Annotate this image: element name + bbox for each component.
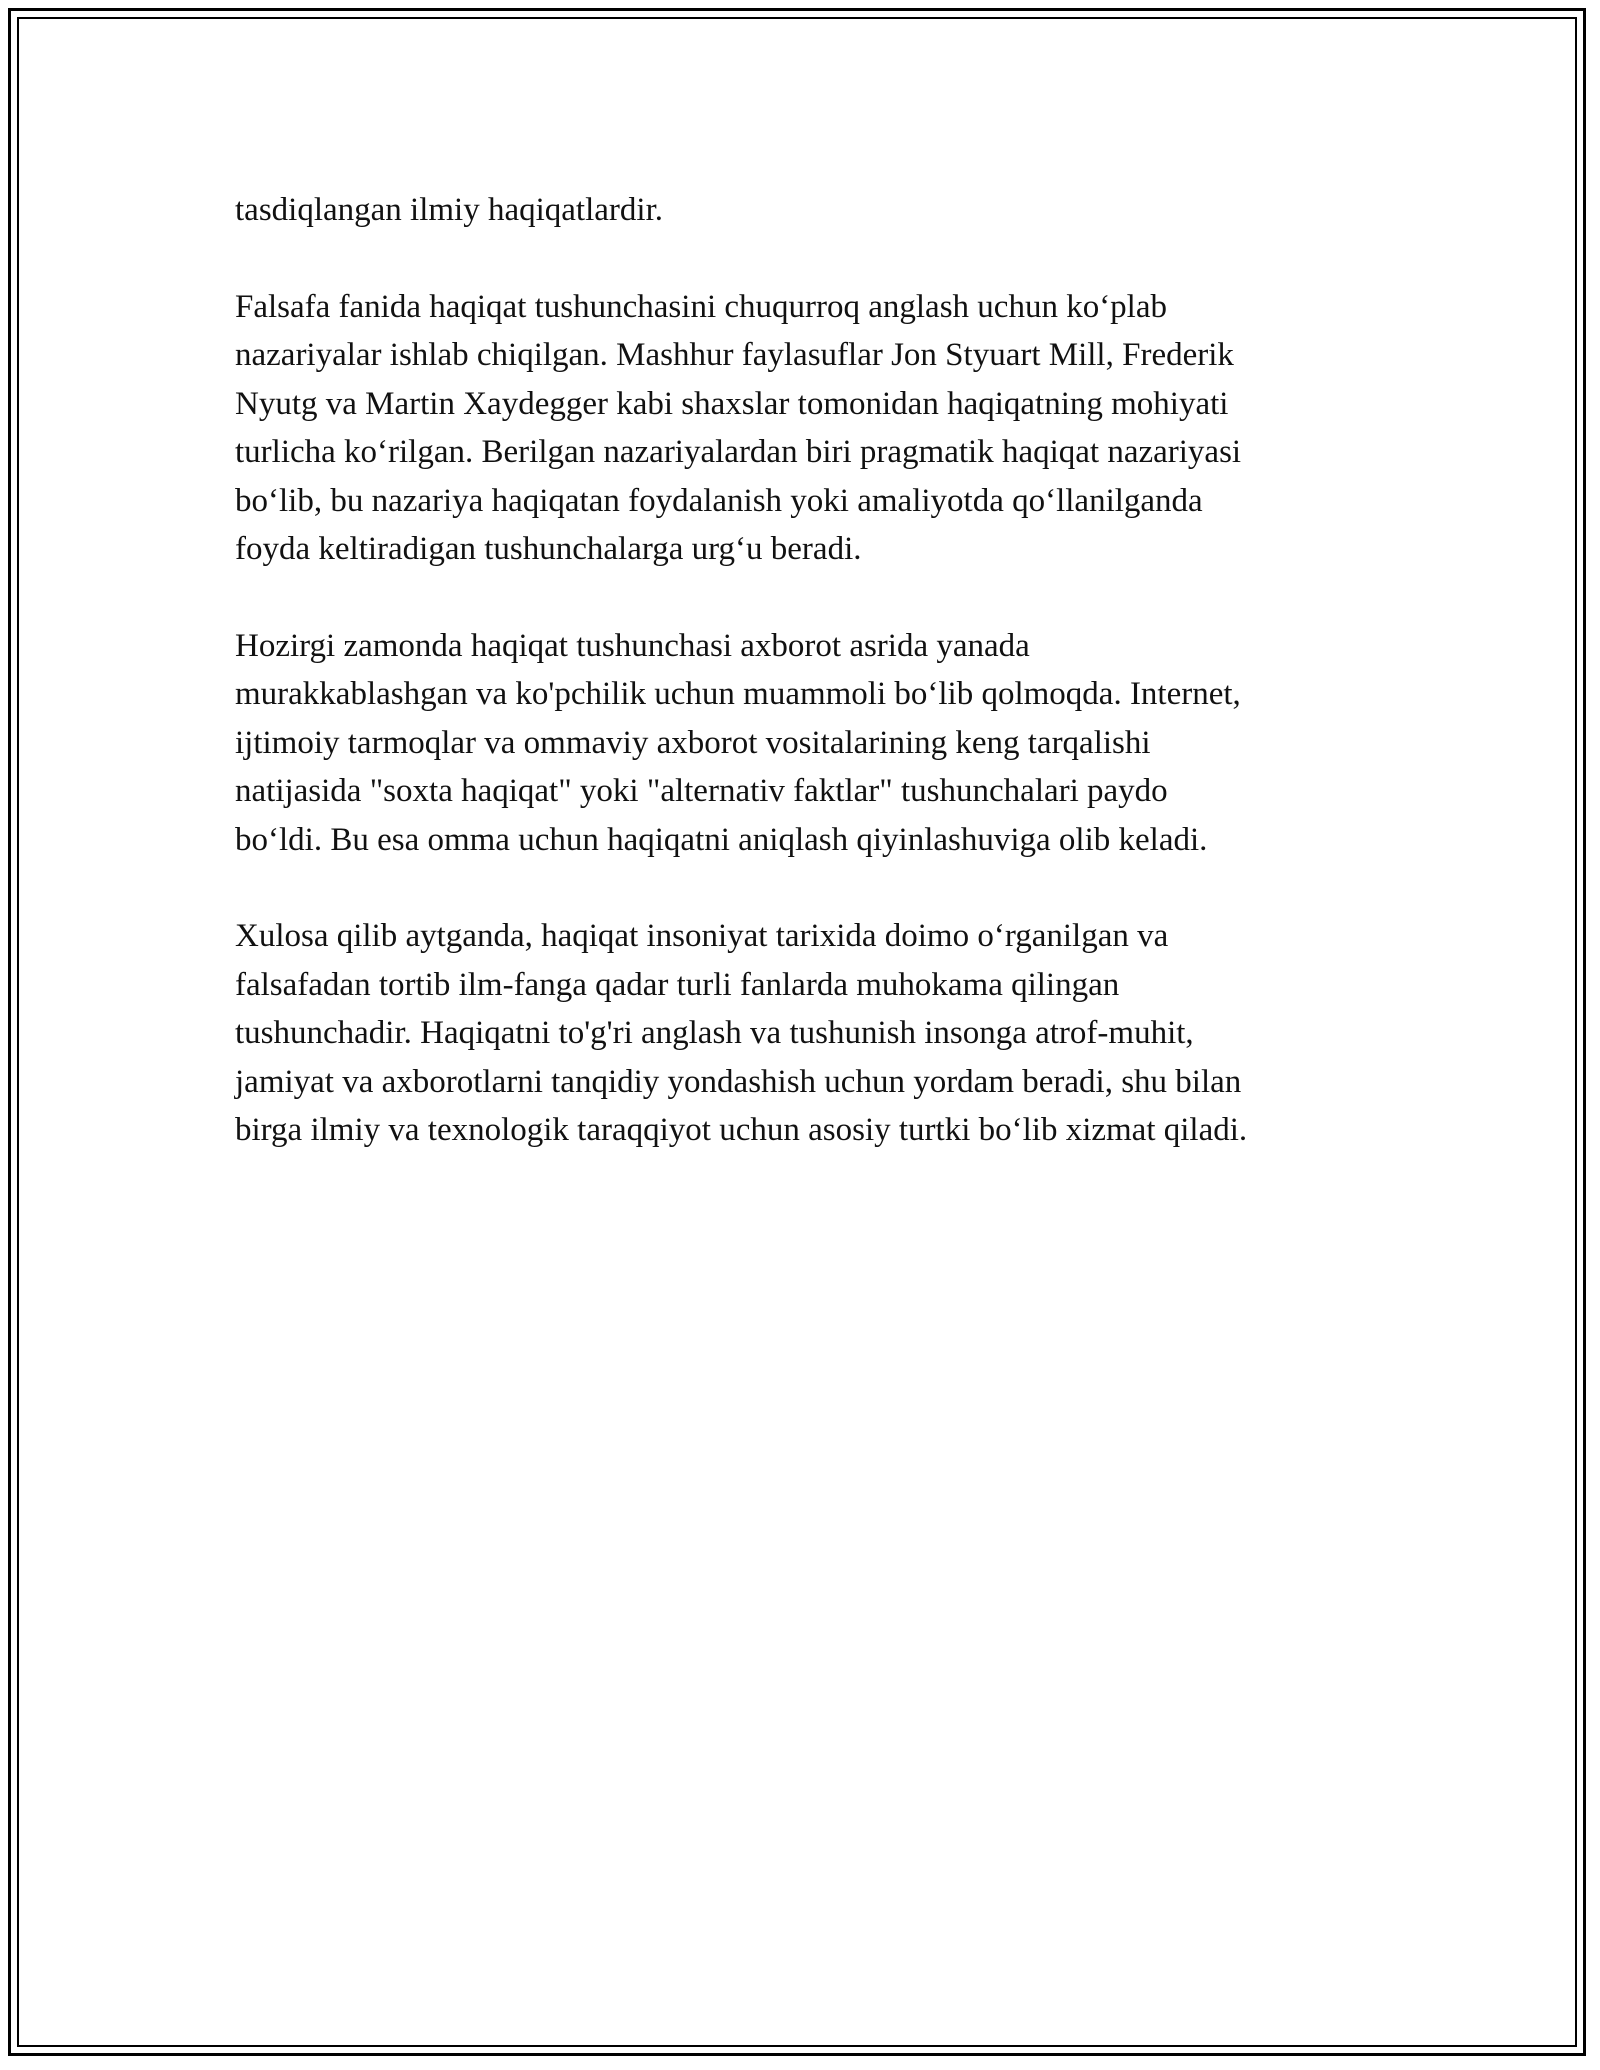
text-line: natijasida "soxta haqiqat" yoki "alternativ faktlar" tushunchalari paydo xyxy=(235,773,1168,809)
text-line: jamiyat va axborotlarni tanqidiy yondashish uchun yordam beradi, shu bilan xyxy=(235,1063,1242,1100)
text-line: bo‘ldi. Bu esa omma uchun haqiqatni aniqlash qiyinlashuviga olib keladi. xyxy=(235,821,1208,858)
text-line: Falsafa fanida haqiqat tushunchasini chuqurroq anglash uchun ko‘plab xyxy=(235,288,1167,325)
text-line: falsafadan tortib ilm-fanga qadar turli fanlarda muhokama qilingan xyxy=(235,966,1120,1003)
text-line: tasdiqlangan ilmiy haqiqatlardir. xyxy=(235,192,663,228)
document-body xyxy=(235,186,1395,1203)
text-line: nazariyalar ishlab chiqilgan. Mashhur faylasuflar Jon Styuart Mill, Frederik xyxy=(235,337,1234,373)
text-line: Xulosa qilib aytganda, haqiqat insoniyat tarixida doimo o‘rganilgan va xyxy=(235,918,1169,954)
text-line: tushunchadir. Haqiqatni to'g'ri anglash va tushunish insonga atrof-muhit, xyxy=(235,1015,1194,1051)
paragraph-philosophy-theories xyxy=(235,283,1395,574)
text-line: bo‘lib, bu nazariya haqiqatan foydalanish yoki amaliyotda qo‘llanilganda xyxy=(235,482,1203,519)
paragraph-intro-fragment xyxy=(235,186,1395,235)
text-line: Hozirgi zamonda haqiqat tushunchasi axborot asrida yanada xyxy=(235,627,1030,664)
paragraph-conclusion xyxy=(235,912,1395,1155)
text-line: turlicha ko‘rilgan. Berilgan nazariyalardan biri pragmatik haqiqat nazariyasi xyxy=(235,434,1242,470)
text-line: ijtimoiy tarmoqlar va ommaviy axborot vositalarining keng tarqalishi xyxy=(235,724,1151,761)
text-line: Nyutg va Martin Xaydegger kabi shaxslar tomonidan haqiqatning mohiyati xyxy=(235,385,1229,422)
text-line: foyda keltiradigan tushunchalarga urg‘u beradi. xyxy=(235,531,862,567)
paragraph-modern-era xyxy=(235,622,1395,865)
text-line: murakkablashgan va ko'pchilik uchun muammoli bo‘lib qolmoqda. Internet, xyxy=(235,676,1241,712)
text-line: birga ilmiy va texnologik taraqqiyot uchun asosiy turtki bo‘lib xizmat qiladi. xyxy=(235,1112,1248,1148)
